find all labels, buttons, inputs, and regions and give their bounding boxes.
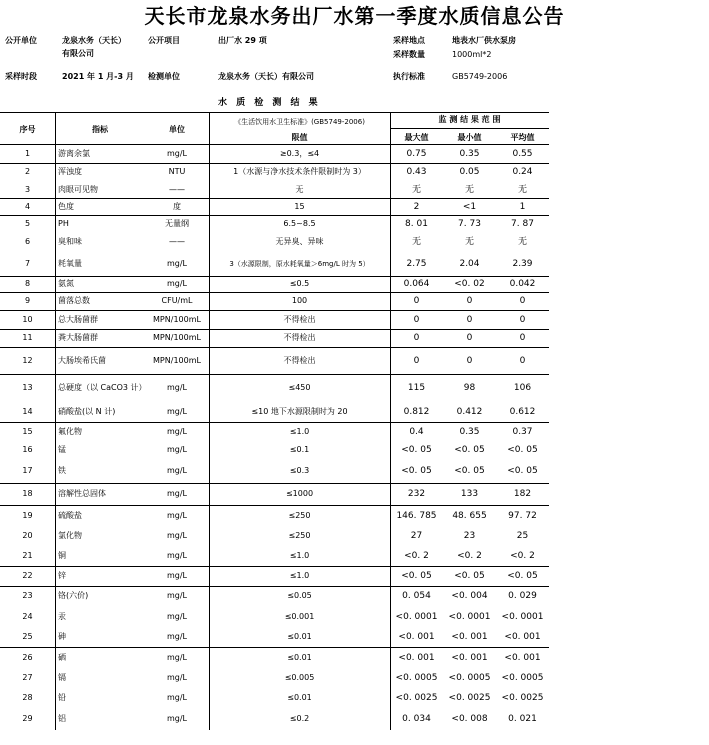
cell-no: 5 <box>24 219 31 228</box>
cell-limit: ≥0.3，≤4 <box>279 149 320 158</box>
cell-no: 28 <box>22 693 33 702</box>
unit-label: 公开单位 <box>5 36 37 45</box>
cell-limit: ≤1.0 <box>289 550 310 560</box>
cell-unit: MPN/100mL <box>153 355 201 365</box>
cell-max: 2 <box>413 201 420 212</box>
cell-unit: mg/L <box>166 611 188 621</box>
cell-avg: 182 <box>513 489 532 499</box>
cell-limit: ≤250 <box>288 530 311 540</box>
cell-avg: 0.24 <box>512 167 533 177</box>
cell-no: 6 <box>24 237 31 246</box>
cell-avg: 无 <box>517 184 527 195</box>
cell-max: 0.064 <box>403 279 430 289</box>
cell-no: 13 <box>22 383 33 392</box>
cell-min: 0 <box>466 314 473 325</box>
cell-min: 无 <box>464 184 474 195</box>
cell-name: 锌 <box>58 571 66 580</box>
site-value: 地表水厂供水泵房 <box>452 36 516 45</box>
col-max: 最大值 <box>404 133 429 142</box>
cell-limit: ≤450 <box>288 383 311 392</box>
cell-no: 9 <box>24 296 31 305</box>
cell-limit: 15 <box>294 201 305 211</box>
std-label: 执行标准 <box>393 72 425 81</box>
cell-name: 耗氧量 <box>58 258 82 268</box>
cell-max: <0. 001 <box>398 632 435 642</box>
cell-max: 0 <box>413 314 420 325</box>
cell-no: 21 <box>22 550 33 560</box>
cell-min: <0. 004 <box>451 591 488 601</box>
cell-unit: mg/L <box>166 510 188 520</box>
cell-avg: 0.042 <box>509 279 536 289</box>
cell-limit: ≤0.3 <box>289 466 310 475</box>
cell-unit: mg/L <box>166 426 188 436</box>
cell-unit: mg/L <box>166 489 188 498</box>
cell-name: 镉 <box>58 673 66 682</box>
cell-name: 硒 <box>58 652 66 662</box>
cell-name: 大肠埃希氏菌 <box>58 355 106 365</box>
qty-label: 采样数量 <box>393 50 425 59</box>
cell-name: 硝酸盐(以 N 计) <box>58 407 116 416</box>
cell-max: 无 <box>411 237 421 247</box>
cell-max: <0. 0005 <box>395 673 438 683</box>
cell-no: 11 <box>22 333 33 342</box>
cell-no: 3 <box>24 184 31 194</box>
cell-avg: 97. 72 <box>508 510 537 521</box>
cell-max: <0. 0001 <box>395 611 438 622</box>
cell-name: 铜 <box>58 550 66 560</box>
cell-no: 10 <box>22 314 33 324</box>
cell-max: 0.75 <box>406 149 427 159</box>
cell-min: 0.35 <box>459 426 480 437</box>
cell-min: <0. 008 <box>451 714 488 724</box>
cell-max: 0 <box>413 355 420 366</box>
cell-min: <0. 05 <box>454 571 485 581</box>
col-min: 最小值 <box>457 133 482 142</box>
cell-min: 7. 73 <box>458 219 481 229</box>
cell-no: 15 <box>22 426 33 436</box>
cell-unit: mg/L <box>166 279 188 288</box>
col-limit: 限值 <box>291 133 308 142</box>
cell-limit: 3（水源限制，原水耗氧量＞6mg/L 时为 5） <box>229 259 370 268</box>
cell-no: 4 <box>24 201 31 211</box>
cell-no: 24 <box>22 611 33 621</box>
cell-unit: mg/L <box>166 383 188 392</box>
col-monitor: 监 测 结 果 范 围 <box>438 115 501 124</box>
cell-no: 14 <box>22 407 33 416</box>
cell-name: 氯化物 <box>58 530 82 540</box>
cell-name: PH <box>58 219 69 228</box>
cell-max: 2.75 <box>406 258 427 269</box>
cell-max: <0. 05 <box>401 466 432 476</box>
cell-avg: <0. 0001 <box>501 611 544 622</box>
cell-avg: 25 <box>516 530 529 541</box>
cell-no: 12 <box>22 355 33 365</box>
cell-name: 锰 <box>58 445 66 454</box>
cell-name: 浑浊度 <box>58 167 82 176</box>
cell-min: 0.35 <box>459 149 480 159</box>
cell-name: 砷 <box>58 632 66 641</box>
col-indicator: 指标 <box>92 125 108 134</box>
cell-avg: <0. 001 <box>504 652 541 663</box>
cell-avg: 1 <box>519 201 526 212</box>
col-no: 序号 <box>19 125 36 134</box>
page-title: 天长市龙泉水务出厂水第一季度水质信息公告 <box>144 4 565 28</box>
cell-min: 98 <box>463 383 476 393</box>
cell-avg: 2.39 <box>512 258 533 269</box>
cell-name: 溶解性总固体 <box>58 489 106 498</box>
cell-unit: —— <box>169 184 185 194</box>
cell-max: 0 <box>413 333 420 343</box>
cell-max: 无 <box>411 184 421 195</box>
cell-avg: 0. 021 <box>508 714 537 724</box>
cell-min: 0 <box>466 333 473 343</box>
cell-limit: 不得检出 <box>283 333 316 342</box>
cell-limit: ≤0.01 <box>287 632 312 641</box>
cell-avg: <0. 0005 <box>501 673 544 683</box>
cell-name: 臭和味 <box>58 237 82 246</box>
cell-name: 游离余氯 <box>58 149 90 158</box>
cell-unit: CFU/mL <box>161 296 193 305</box>
cell-avg: 0 <box>519 333 526 343</box>
cell-unit: mg/L <box>166 714 188 723</box>
cell-unit: 度 <box>173 201 181 211</box>
cell-unit: mg/L <box>166 466 188 475</box>
item-label: 公开项目 <box>148 36 180 45</box>
cell-limit: ≤1.0 <box>289 426 310 436</box>
cell-min: <1 <box>462 201 477 212</box>
cell-limit: ≤250 <box>288 510 311 520</box>
cell-avg: 0.55 <box>512 149 533 159</box>
cell-no: 23 <box>22 591 33 600</box>
cell-name: 总大肠菌群 <box>58 314 98 324</box>
cell-name: 氨氮 <box>58 279 74 288</box>
cell-max: 0 <box>413 296 420 306</box>
cell-name: 色度 <box>58 201 74 211</box>
cell-no: 19 <box>22 510 33 520</box>
cell-unit: mg/L <box>166 149 188 158</box>
cell-unit: mg/L <box>166 258 188 268</box>
cell-max: 8. 01 <box>405 219 428 229</box>
cell-unit: mg/L <box>166 591 188 600</box>
cell-avg: 0 <box>519 314 526 325</box>
cell-unit: MPN/100mL <box>153 314 201 324</box>
cell-name: 菌落总数 <box>58 296 90 305</box>
cell-no: 22 <box>22 571 33 580</box>
cell-max: 146. 785 <box>396 510 437 521</box>
cell-max: <0. 05 <box>401 571 432 581</box>
cell-min: <0. 001 <box>451 632 488 642</box>
cell-min: 2.04 <box>459 258 480 269</box>
cell-limit: ≤0.005 <box>284 673 315 682</box>
cell-no: 2 <box>24 167 31 176</box>
cell-max: <0. 2 <box>404 550 429 561</box>
std-value: GB5749-2006 <box>452 72 508 81</box>
cell-limit: 无 <box>295 184 304 194</box>
cell-name: 铅 <box>58 693 66 702</box>
cell-no: 1 <box>24 149 31 158</box>
lab-value: 龙泉水务（天长）有限公司 <box>218 72 314 81</box>
cell-max: 0. 034 <box>402 714 431 724</box>
cell-limit: 不得检出 <box>283 355 316 365</box>
cell-unit: mg/L <box>166 445 188 454</box>
cell-avg: 0.37 <box>512 426 533 437</box>
period-value: 2021 年 1 月-3 月 <box>62 72 134 81</box>
lab-label: 检测单位 <box>148 72 180 81</box>
cell-limit: ≤1000 <box>285 489 314 498</box>
cell-unit: mg/L <box>166 673 188 682</box>
cell-limit: ≤0.05 <box>287 591 312 600</box>
cell-avg: <0. 05 <box>507 571 538 581</box>
cell-avg: 7. 87 <box>511 219 534 229</box>
cell-no: 20 <box>22 530 33 540</box>
cell-max: 0. 054 <box>402 591 431 601</box>
cell-unit: mg/L <box>166 407 188 416</box>
cell-limit: ≤10 地下水源限制时为 20 <box>251 407 348 416</box>
cell-avg: <0. 2 <box>510 550 535 561</box>
cell-limit: ≤0.1 <box>289 445 310 454</box>
cell-min: <0. 05 <box>454 445 485 455</box>
cell-min: 0 <box>466 296 473 306</box>
cell-min: 0.05 <box>459 167 480 177</box>
cell-unit: mg/L <box>166 530 188 540</box>
cell-limit: ≤0.001 <box>284 611 315 621</box>
cell-name: 铬(六价) <box>58 591 89 600</box>
cell-unit: mg/L <box>166 550 188 560</box>
cell-avg: <0. 05 <box>507 466 538 476</box>
unit-value-cont: 有限公司 <box>62 49 94 58</box>
cell-limit: 6.5~8.5 <box>283 219 316 228</box>
cell-no: 29 <box>22 714 33 723</box>
cell-limit: ≤0.5 <box>289 279 310 288</box>
cell-unit: mg/L <box>166 632 188 641</box>
cell-min: 无 <box>464 237 474 247</box>
cell-no: 27 <box>22 673 33 682</box>
cell-avg: 0 <box>519 355 526 366</box>
cell-unit: —— <box>169 237 185 246</box>
cell-name: 肉眼可见物 <box>58 184 98 194</box>
qty-value: 1000ml*2 <box>452 50 492 59</box>
cell-no: 18 <box>22 489 33 498</box>
cell-name: 铝 <box>58 714 66 723</box>
cell-min: <0. 05 <box>454 466 485 476</box>
item-value: 出厂水 29 项 <box>218 36 267 45</box>
cell-unit: MPN/100mL <box>153 333 201 342</box>
cell-no: 8 <box>24 279 31 288</box>
cell-unit: 无量纲 <box>165 219 189 228</box>
cell-no: 26 <box>22 652 33 662</box>
cell-limit: 无异臭、异味 <box>275 237 324 246</box>
cell-no: 7 <box>24 258 31 268</box>
cell-max: 232 <box>407 489 426 499</box>
unit-value: 龙泉水务（天长） <box>62 36 126 45</box>
cell-min: <0. 0025 <box>448 693 491 703</box>
cell-max: 27 <box>410 530 423 541</box>
cell-min: <0. 2 <box>457 550 482 561</box>
site-label: 采样地点 <box>393 36 425 45</box>
cell-min: 48. 655 <box>452 510 487 521</box>
cell-max: 0.812 <box>403 407 430 417</box>
cell-avg: 无 <box>517 237 527 247</box>
cell-name: 汞 <box>58 611 66 621</box>
cell-unit: NTU <box>168 167 186 176</box>
cell-limit: ≤1.0 <box>289 571 310 580</box>
cell-min: <0. 0001 <box>448 611 491 622</box>
cell-max: 0.4 <box>409 426 424 437</box>
cell-min: <0. 0005 <box>448 673 491 683</box>
cell-no: 16 <box>22 445 33 454</box>
cell-name: 粪大肠菌群 <box>58 333 98 342</box>
cell-limit: ≤0.01 <box>287 693 312 702</box>
cell-min: 0 <box>466 355 473 366</box>
cell-avg: 0 <box>519 296 526 306</box>
cell-no: 17 <box>22 466 33 475</box>
cell-min: 23 <box>463 530 476 541</box>
cell-avg: 0.612 <box>509 407 536 417</box>
cell-max: <0. 05 <box>401 445 432 455</box>
col-unit: 单位 <box>169 125 185 134</box>
cell-avg: 0. 029 <box>508 591 537 601</box>
cell-unit: mg/L <box>166 693 188 702</box>
col-avg: 平均值 <box>510 133 535 142</box>
cell-unit: mg/L <box>166 652 188 662</box>
cell-name: 硫酸盐 <box>58 510 82 520</box>
cell-avg: <0. 05 <box>507 445 538 455</box>
cell-min: 133 <box>460 489 479 499</box>
cell-no: 25 <box>22 632 33 641</box>
cell-min: <0. 02 <box>454 279 485 289</box>
cell-avg: <0. 001 <box>504 632 541 642</box>
cell-name: 氟化物 <box>58 426 82 436</box>
cell-limit: ≤0.2 <box>289 714 310 723</box>
cell-limit: ≤0.01 <box>287 652 312 662</box>
cell-avg: 106 <box>513 383 532 393</box>
cell-limit: 1（水源与净水技术条件限制时为 3） <box>233 167 366 176</box>
cell-avg: <0. 0025 <box>501 693 544 703</box>
cell-max: <0. 0025 <box>395 693 438 703</box>
cell-max: 115 <box>407 383 426 393</box>
cell-min: <0. 001 <box>451 652 488 663</box>
cell-max: 0.43 <box>406 167 427 177</box>
cell-name: 铁 <box>58 466 66 475</box>
col-standard: 《生活饮用水卫生标准》(GB5749-2006) <box>234 118 365 126</box>
period-label: 采样时段 <box>5 72 37 81</box>
cell-min: 0.412 <box>456 407 483 417</box>
cell-unit: mg/L <box>166 571 188 580</box>
cell-limit: 不得检出 <box>283 314 316 324</box>
cell-name: 总硬度（以 CaCO3 计） <box>58 383 147 392</box>
results-subtitle: 水 质 检 测 结 果 <box>218 98 321 108</box>
cell-max: <0. 001 <box>398 652 435 663</box>
cell-limit: 100 <box>291 296 308 305</box>
